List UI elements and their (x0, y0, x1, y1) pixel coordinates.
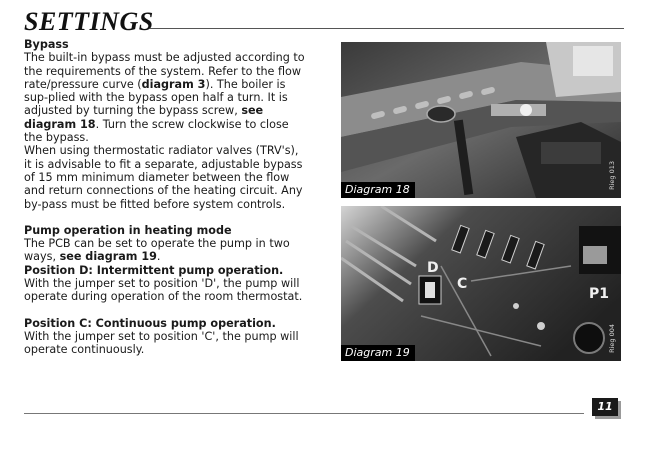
position-c-heading: Position C: Continuous pump operation. (24, 316, 276, 330)
title-rule (150, 28, 624, 29)
page-number: 11 (592, 398, 618, 416)
bypass-paragraph-1 (24, 51, 308, 144)
position-d-heading: Position D: Intermittent pump operation. (24, 263, 284, 277)
diagram-19-label: Diagram 19 (341, 345, 415, 361)
board-label-p1: P1 (589, 286, 610, 302)
diagram-18-photo (341, 42, 621, 198)
text-column (24, 38, 308, 357)
position-c-text: With the jumper set to position 'C', the pump will operate continuously. (24, 329, 299, 357)
board-label-c: C (457, 276, 468, 292)
bypass-paragraph-2: When using thermostatic radiator valves (TRV's), it is advisable to fit a separate, adjustable bypass of 15 mm minimum diameter between the flow and return connections of the heating circuit. Any by-pass must be fitted before system controls. (24, 144, 303, 211)
bypass-text-c: ). The boiler is sup-plied with the bypass open half a turn. It is adjusted by turning the bypass screw, (24, 77, 288, 118)
diagram-18-ref-code: Rieg 013 (608, 161, 616, 190)
pump-intro-c: . (156, 250, 161, 264)
position-d-text: With the jumper set to position 'D', the pump will operate during operation of the room thermostat. (24, 277, 303, 304)
pump-intro-a: The PCB can be set to operate the pump in two ways, (24, 237, 290, 264)
bypass-text-e: . Turn the screw clockwise to close the bypass. (24, 117, 289, 145)
pump-heading: Pump operation in heating mode (24, 223, 232, 237)
spacer (24, 211, 308, 224)
diagram-18-label: Diagram 18 (341, 182, 415, 198)
bypass-screw-illustration (341, 42, 621, 198)
diagram-19-photo (341, 206, 621, 361)
diagram-19-ref: see diagram 19 (59, 250, 157, 264)
page-header (24, 8, 624, 36)
diagram-18-ref: see diagram 18 (24, 104, 264, 131)
diagram-3-ref: diagram 3 (141, 77, 206, 91)
pump-intro (24, 237, 308, 264)
diagram-19-ref-code: Rieg 004 (608, 324, 616, 353)
spacer (24, 304, 308, 317)
pcb-illustration (341, 206, 621, 361)
page-title: SETTINGS (24, 7, 154, 36)
bypass-text-a: The built-in bypass must be adjusted according to the requirements of the system. Refer to the flow rate/pressure curve ( (24, 51, 305, 91)
board-label-d: D (427, 260, 439, 276)
bypass-heading: Bypass (24, 38, 69, 51)
footer-rule (24, 413, 584, 414)
